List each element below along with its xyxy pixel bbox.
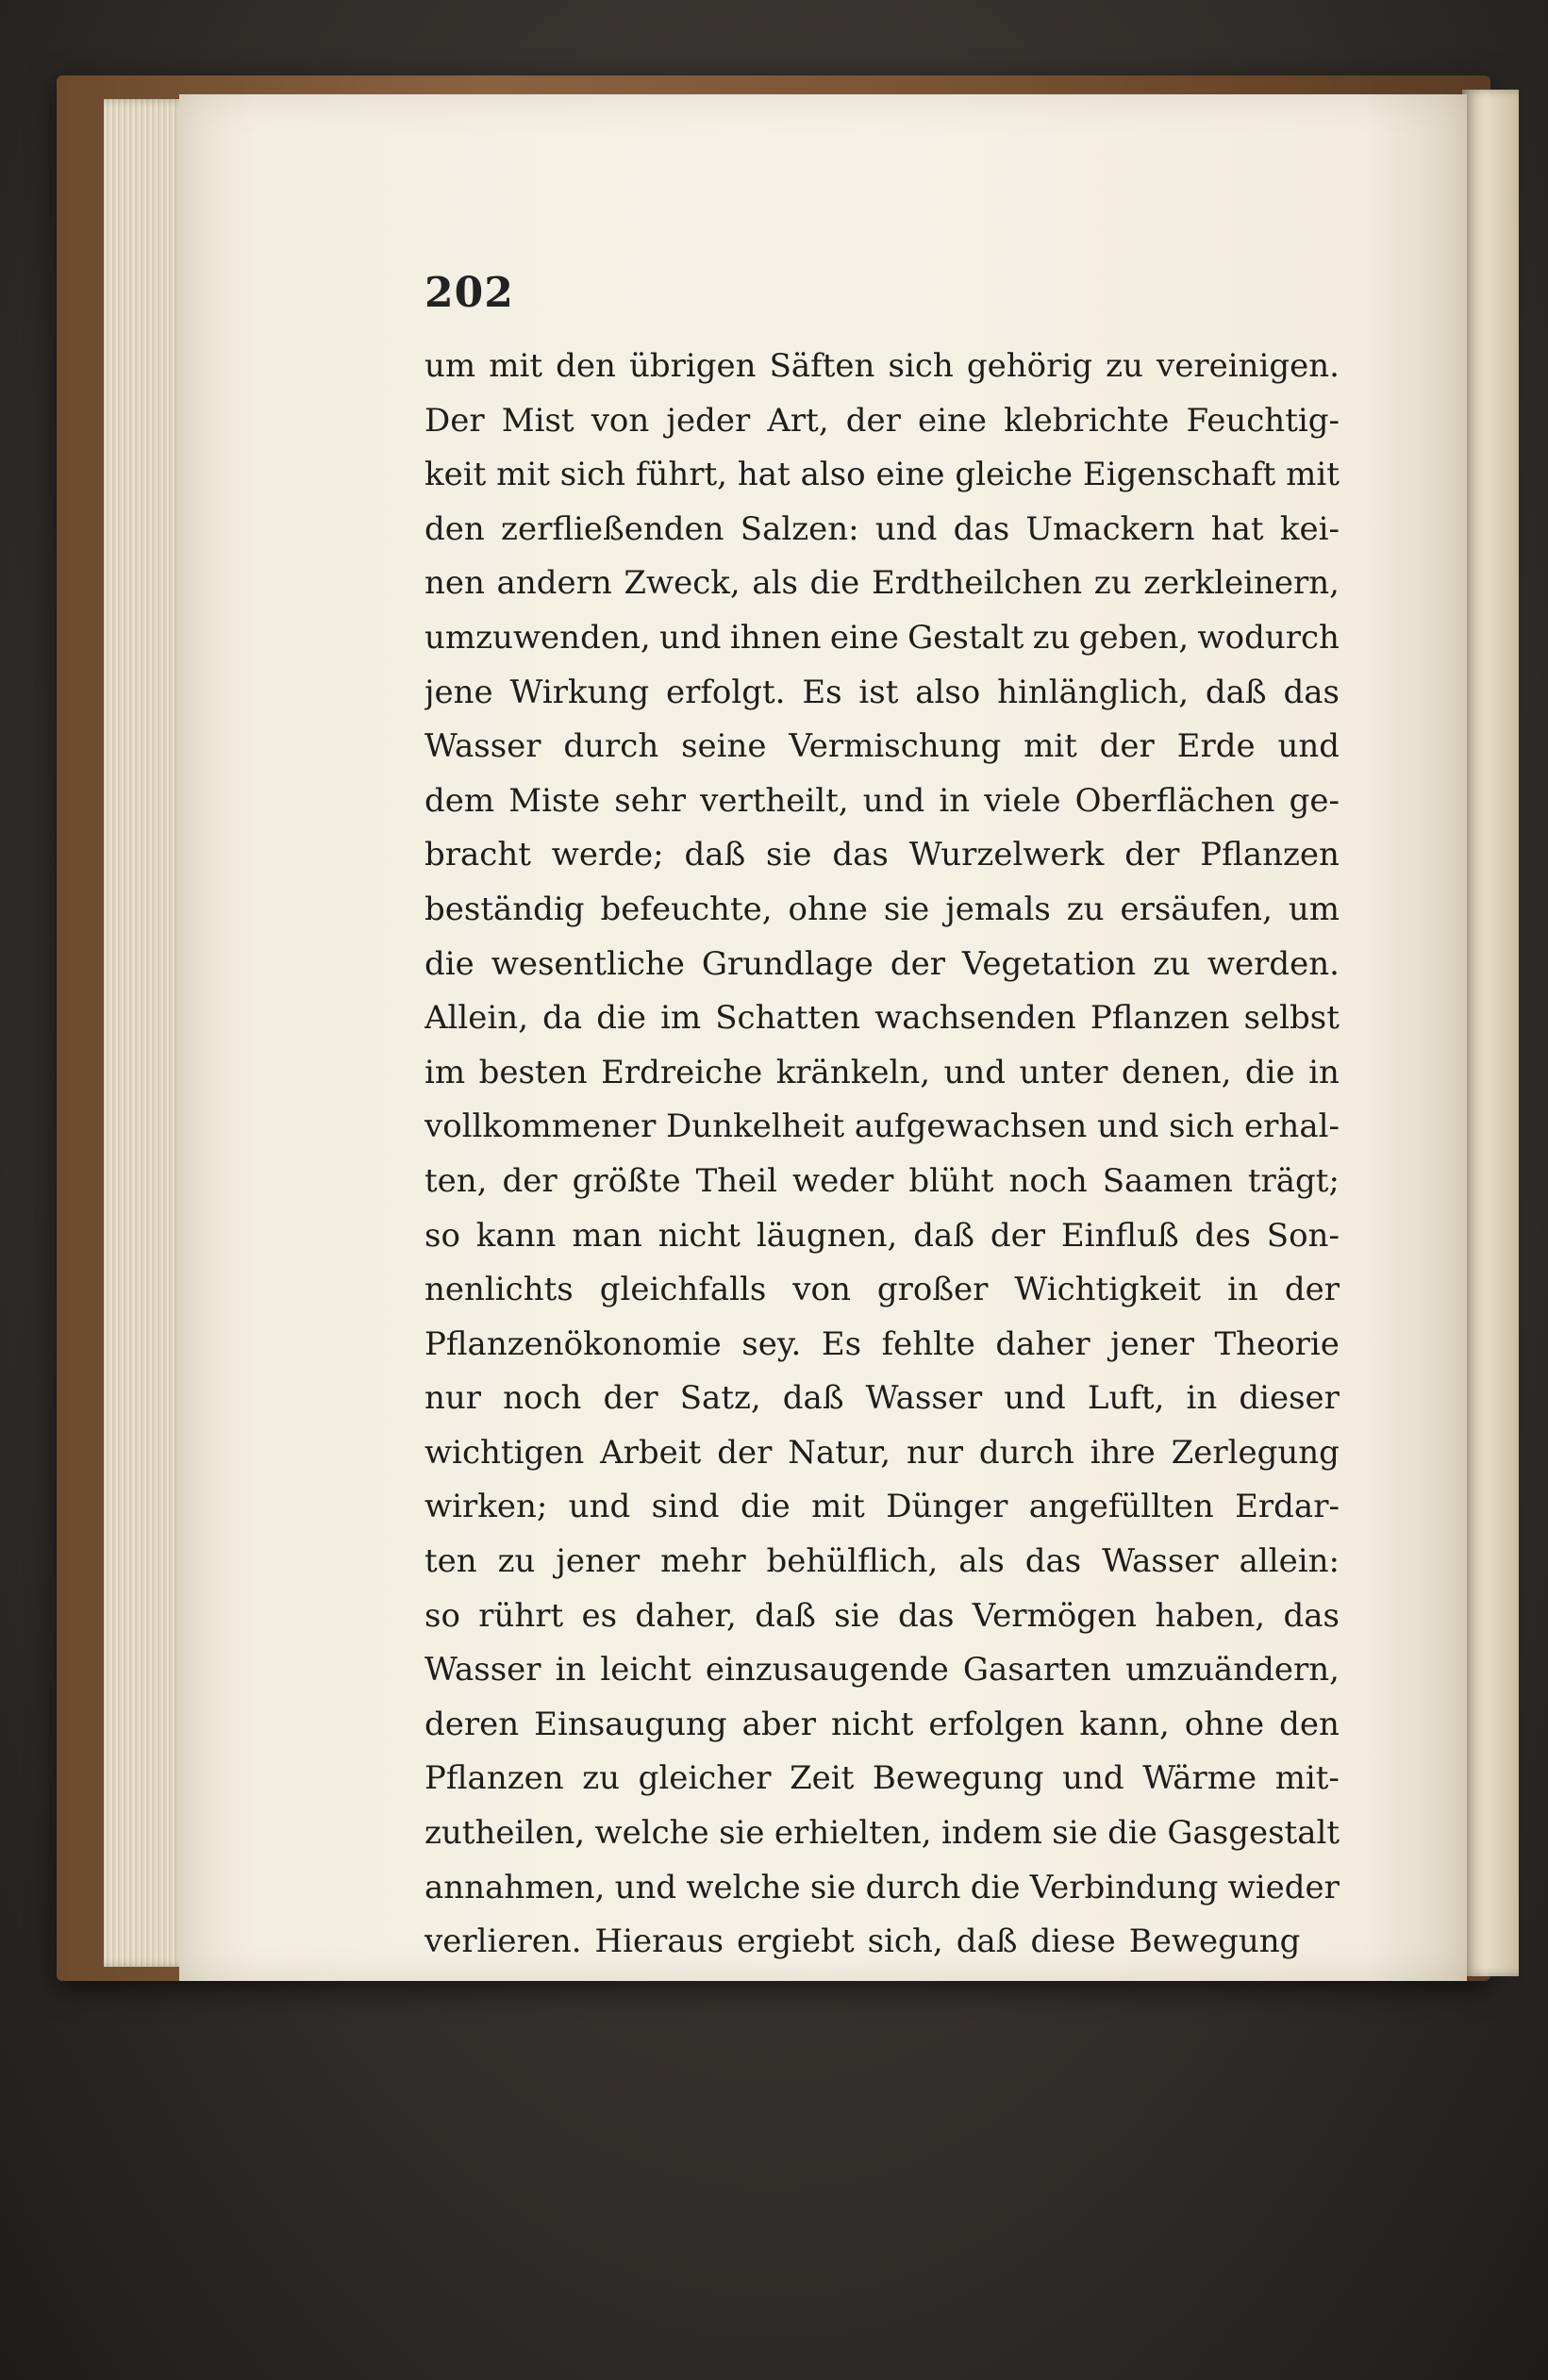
word: also — [915, 673, 981, 711]
word: eine — [829, 618, 899, 657]
word: Dünger — [886, 1488, 1008, 1526]
word: Einfluß — [1060, 1216, 1179, 1255]
word: Säften — [769, 347, 875, 385]
word: Der — [424, 401, 485, 440]
word: durch — [865, 1868, 961, 1906]
word: gleiche — [955, 456, 1074, 494]
word: Wurzelwerk — [908, 836, 1105, 874]
word: ge- — [1289, 781, 1340, 820]
word: Eigenschaft — [1082, 456, 1276, 494]
word: Einsaugung — [534, 1705, 727, 1743]
text-line — [424, 938, 1340, 992]
word: Theorie — [1214, 1324, 1340, 1363]
word: die — [809, 564, 860, 603]
word: daß — [782, 1379, 844, 1418]
word: noch — [503, 1379, 582, 1418]
word: von — [591, 401, 650, 440]
word: Verbindung — [1029, 1868, 1219, 1906]
word: im — [424, 1053, 466, 1091]
word: umzuändern, — [1124, 1651, 1340, 1689]
word: der — [990, 1216, 1045, 1255]
word: wirken; — [424, 1488, 548, 1526]
word: den — [424, 509, 485, 548]
word: verlieren. — [424, 1922, 582, 1961]
word: besten — [478, 1053, 588, 1091]
word: und — [1096, 1107, 1159, 1146]
word: übrigen — [628, 347, 757, 385]
word: zu — [497, 1542, 536, 1581]
word: behülflich, — [766, 1542, 939, 1581]
word: eine — [875, 456, 945, 494]
word: ihre — [1090, 1433, 1156, 1472]
text-line — [424, 828, 1340, 883]
word: rührt — [478, 1596, 564, 1635]
word: Miste — [508, 781, 601, 820]
word: Vermögen — [972, 1596, 1138, 1635]
word: seine — [681, 727, 767, 766]
text-line — [424, 1752, 1340, 1806]
word: indem — [940, 1814, 1042, 1853]
word: Allein, — [424, 999, 529, 1038]
text-line — [424, 1861, 1340, 1916]
word: die — [596, 999, 646, 1038]
word: hat — [737, 456, 791, 494]
word: Es — [802, 673, 842, 711]
word: nenlichts — [424, 1271, 574, 1309]
word: ten — [424, 1542, 477, 1581]
word: es — [581, 1596, 618, 1635]
word: Pflanzen — [424, 1759, 564, 1798]
word: das — [1283, 673, 1340, 711]
word: sey. — [741, 1324, 802, 1363]
word: das — [953, 509, 1010, 548]
word: und — [1062, 1759, 1124, 1798]
word: und — [862, 781, 925, 820]
word: leicht — [600, 1651, 691, 1689]
word: Salzen: — [740, 509, 859, 548]
word: der — [1099, 727, 1155, 766]
word: einzusaugende — [705, 1651, 949, 1689]
word: zu — [1032, 618, 1071, 657]
word: annahmen, — [424, 1868, 606, 1906]
text-line — [424, 611, 1340, 666]
word: mit — [496, 456, 550, 494]
word: Luft, — [1087, 1379, 1165, 1418]
text-line — [424, 720, 1340, 774]
word: die — [740, 1488, 791, 1526]
word: den — [1279, 1705, 1340, 1743]
word: angefüllten — [1028, 1488, 1214, 1526]
word: zu — [1153, 944, 1190, 983]
word: und — [1277, 727, 1340, 766]
word: um — [424, 347, 476, 385]
text-line — [424, 1589, 1340, 1644]
word: Erdar- — [1235, 1488, 1340, 1526]
word: in — [939, 781, 971, 820]
word: als — [752, 564, 798, 603]
word: beständig — [424, 890, 585, 928]
word: ihnen — [729, 618, 822, 657]
word: sie — [766, 836, 812, 874]
word: Gestalt — [907, 618, 1024, 657]
word: sehr — [614, 781, 687, 820]
word: Bewegung — [872, 1759, 1044, 1798]
text-line — [424, 883, 1340, 938]
word: so — [424, 1596, 460, 1635]
word: nicht — [830, 1705, 914, 1743]
text-line — [424, 1698, 1340, 1753]
word: in — [1227, 1271, 1258, 1309]
word: erhielten, — [774, 1814, 932, 1853]
word: gehörig — [966, 347, 1093, 385]
word: Zeit — [790, 1759, 855, 1798]
word: mit — [811, 1488, 865, 1526]
word: Gasarten — [962, 1651, 1111, 1689]
word: vollkommener — [424, 1107, 657, 1146]
word: nur — [424, 1379, 482, 1418]
word: diese — [1030, 1922, 1116, 1961]
word: und — [658, 618, 722, 657]
word: trägt; — [1247, 1161, 1340, 1200]
word: das — [1283, 1596, 1340, 1635]
word: der — [1284, 1271, 1340, 1309]
word: sie — [883, 890, 930, 928]
word: haben, — [1155, 1596, 1266, 1635]
word: Theil — [695, 1161, 778, 1200]
word: unter — [1019, 1053, 1108, 1091]
word: von — [792, 1271, 851, 1309]
word: im — [660, 999, 702, 1038]
word: Dunkelheit — [666, 1107, 845, 1146]
word: Erdtheilchen — [871, 564, 1083, 603]
word: nur — [906, 1433, 964, 1472]
word: Bewegung — [1128, 1922, 1301, 1961]
word: wichtigen — [424, 1433, 585, 1472]
word: kann — [475, 1216, 557, 1255]
word: aber — [741, 1705, 817, 1743]
word: ergiebt — [737, 1922, 855, 1961]
word: werde; — [551, 836, 664, 874]
word: sich, — [867, 1922, 943, 1961]
word: vereinigen. — [1156, 347, 1340, 385]
word: Erdreiche — [601, 1053, 763, 1091]
word: Son- — [1266, 1216, 1340, 1255]
word: der — [1124, 836, 1180, 874]
word: sie — [834, 1596, 880, 1635]
word: Wärme — [1142, 1759, 1257, 1798]
word: deren — [424, 1705, 520, 1743]
word: durch — [978, 1433, 1074, 1472]
text-line — [424, 503, 1340, 558]
word: Wirkung — [509, 673, 650, 711]
word: geben, — [1078, 618, 1190, 657]
word: mit — [1286, 456, 1340, 494]
word: und — [874, 509, 938, 548]
word: noch — [1008, 1161, 1088, 1200]
word: denen, — [1121, 1053, 1232, 1091]
word: der — [890, 944, 945, 983]
word: kränkeln, — [775, 1053, 931, 1091]
word: läugnen, — [756, 1216, 898, 1255]
word: aufgewachsen — [854, 1107, 1088, 1146]
word: Vermischung — [789, 727, 1002, 766]
word: der — [603, 1379, 658, 1418]
word: zu — [1093, 564, 1132, 603]
text-line — [424, 1643, 1340, 1698]
word: sie — [1052, 1814, 1098, 1853]
word: Umackern — [1025, 509, 1195, 548]
word: Hieraus — [594, 1922, 724, 1961]
word: führt, — [635, 456, 727, 494]
word: zerfließenden — [501, 509, 724, 548]
word: wieder — [1227, 1868, 1340, 1906]
text-line — [424, 1263, 1340, 1318]
word: allein: — [1239, 1542, 1340, 1581]
word: jeder — [666, 401, 751, 440]
word: des — [1194, 1216, 1251, 1255]
text-line — [424, 448, 1340, 503]
word: daß — [755, 1596, 816, 1635]
word: Mist — [501, 401, 574, 440]
text-line — [424, 1209, 1340, 1264]
page-stack-edge — [104, 99, 189, 1967]
word: gleichfalls — [599, 1271, 767, 1309]
text-line — [424, 394, 1340, 449]
word: und — [614, 1868, 677, 1906]
word: kann, — [1079, 1705, 1170, 1743]
word: sind — [651, 1488, 720, 1526]
word: jener — [1110, 1324, 1195, 1363]
word: Wasser — [424, 1651, 541, 1689]
word: das — [1024, 1542, 1082, 1581]
text-line — [424, 1046, 1340, 1101]
next-page-edge — [1462, 90, 1519, 1976]
word: mehr — [660, 1542, 746, 1581]
word: mit — [1024, 727, 1077, 766]
word: wesentliche — [491, 944, 685, 983]
word: jener — [556, 1542, 641, 1581]
word: Wichtigkeit — [1014, 1271, 1202, 1309]
word: der — [845, 401, 901, 440]
word: daß — [956, 1922, 1018, 1961]
word: das — [832, 836, 889, 874]
text-line — [424, 340, 1340, 394]
word: dem — [424, 781, 495, 820]
word: dieser — [1239, 1379, 1340, 1418]
word: Feuchtig- — [1186, 401, 1340, 440]
word: selbst — [1243, 999, 1340, 1038]
text-line — [424, 991, 1340, 1046]
word: hinlänglich, — [997, 673, 1190, 711]
word: ten, — [424, 1161, 488, 1200]
word: man — [572, 1216, 642, 1255]
word: zu — [582, 1759, 621, 1798]
word: ohne — [788, 890, 868, 928]
word: die — [970, 1868, 1021, 1906]
text-line — [424, 774, 1340, 829]
word: andern — [496, 564, 612, 603]
word: Pflanzenökonomie — [424, 1324, 722, 1363]
word: das — [897, 1596, 955, 1635]
word: zu — [1066, 890, 1105, 928]
word: um — [1288, 890, 1340, 928]
text-line — [424, 1100, 1340, 1155]
word: Grundlage — [701, 944, 874, 983]
text-line — [424, 1372, 1340, 1426]
word: keit — [424, 456, 487, 494]
word: daß — [1205, 673, 1267, 711]
word: werden. — [1207, 944, 1340, 983]
word: daher, — [635, 1596, 737, 1635]
word: die — [424, 944, 474, 983]
text-line — [424, 1318, 1340, 1373]
word: Erde — [1176, 727, 1256, 766]
word: den — [556, 347, 616, 385]
word: daher — [995, 1324, 1090, 1363]
word: der — [502, 1161, 558, 1200]
word: weder — [792, 1161, 894, 1200]
word: Pflanzen — [1200, 836, 1340, 874]
word: jene — [424, 673, 493, 711]
word: ist — [858, 673, 899, 711]
word: Arbeit — [600, 1433, 702, 1472]
text-line — [424, 1915, 1340, 1970]
word: fehlte — [881, 1324, 975, 1363]
word: Zerlegung — [1171, 1433, 1340, 1472]
text-line — [424, 1426, 1340, 1481]
body-text — [424, 340, 1340, 1970]
word: zutheilen, — [424, 1814, 586, 1853]
word: so — [424, 1216, 460, 1255]
word: welche — [686, 1868, 801, 1906]
word: großer — [876, 1271, 989, 1309]
word: vertheilt, — [700, 781, 849, 820]
word: kei- — [1279, 509, 1340, 548]
page-number: 202 — [424, 269, 514, 317]
word: jemals — [945, 890, 1051, 928]
word: die — [1107, 1814, 1157, 1853]
word: und — [943, 1053, 1007, 1091]
word: Schatten — [715, 999, 861, 1038]
word: Oberflächen — [1074, 781, 1275, 820]
word: also — [800, 456, 866, 494]
word: bracht — [424, 836, 531, 874]
word: klebrichte — [1004, 401, 1170, 440]
word: daß — [913, 1216, 974, 1255]
word: Natur, — [788, 1433, 891, 1472]
word: sie — [719, 1814, 765, 1853]
word: eine — [918, 401, 988, 440]
word: die — [1244, 1053, 1295, 1091]
word: sich — [559, 456, 626, 494]
word: da — [542, 999, 583, 1038]
word: in — [555, 1651, 587, 1689]
text-line — [424, 1535, 1340, 1589]
word: Wasser — [424, 727, 541, 766]
word: wodurch — [1197, 618, 1340, 657]
word: in — [1308, 1053, 1340, 1091]
text-line — [424, 666, 1340, 721]
word: nen — [424, 564, 485, 603]
word: hat — [1210, 509, 1264, 548]
word: der — [717, 1433, 773, 1472]
word: erfolgt. — [665, 673, 786, 711]
word: wachsenden — [874, 999, 1076, 1038]
word: zu — [1106, 347, 1143, 385]
word: daß — [684, 836, 746, 874]
word: erfolgen — [928, 1705, 1065, 1743]
word: und — [568, 1488, 631, 1526]
word: gleicher — [638, 1759, 772, 1798]
word: Pflanzen — [1090, 999, 1230, 1038]
word: ohne — [1184, 1705, 1265, 1743]
word: Art, — [767, 401, 829, 440]
text-line — [424, 557, 1340, 611]
word: nicht — [657, 1216, 741, 1255]
word: befeuchte, — [600, 890, 773, 928]
word: Wasser — [865, 1379, 983, 1418]
text-line — [424, 1155, 1340, 1209]
word: Satz, — [679, 1379, 761, 1418]
word: als — [958, 1542, 1005, 1581]
word: welche — [594, 1814, 709, 1853]
word: ersäufen, — [1120, 890, 1273, 928]
word: in — [1186, 1379, 1218, 1418]
word: Es — [821, 1324, 862, 1363]
word: und — [1004, 1379, 1066, 1418]
word: erhal- — [1244, 1107, 1340, 1146]
word: Saamen — [1102, 1161, 1233, 1200]
word: größte — [572, 1161, 681, 1200]
word: Wasser — [1102, 1542, 1219, 1581]
word: viele — [984, 781, 1061, 820]
text-line — [424, 1480, 1340, 1535]
word: Gasgestalt — [1167, 1814, 1340, 1853]
word: sich — [1169, 1107, 1235, 1146]
word: sich — [888, 347, 954, 385]
word: durch — [563, 727, 659, 766]
word: zerkleinern, — [1143, 564, 1340, 603]
word: Zweck, — [624, 564, 741, 603]
word: blüht — [908, 1161, 994, 1200]
word: sie — [809, 1868, 857, 1906]
word: umzuwenden, — [424, 618, 651, 657]
word: mit — [489, 347, 542, 385]
word: mit- — [1274, 1759, 1340, 1798]
word: Vegetation — [961, 944, 1137, 983]
text-line — [424, 1806, 1340, 1861]
